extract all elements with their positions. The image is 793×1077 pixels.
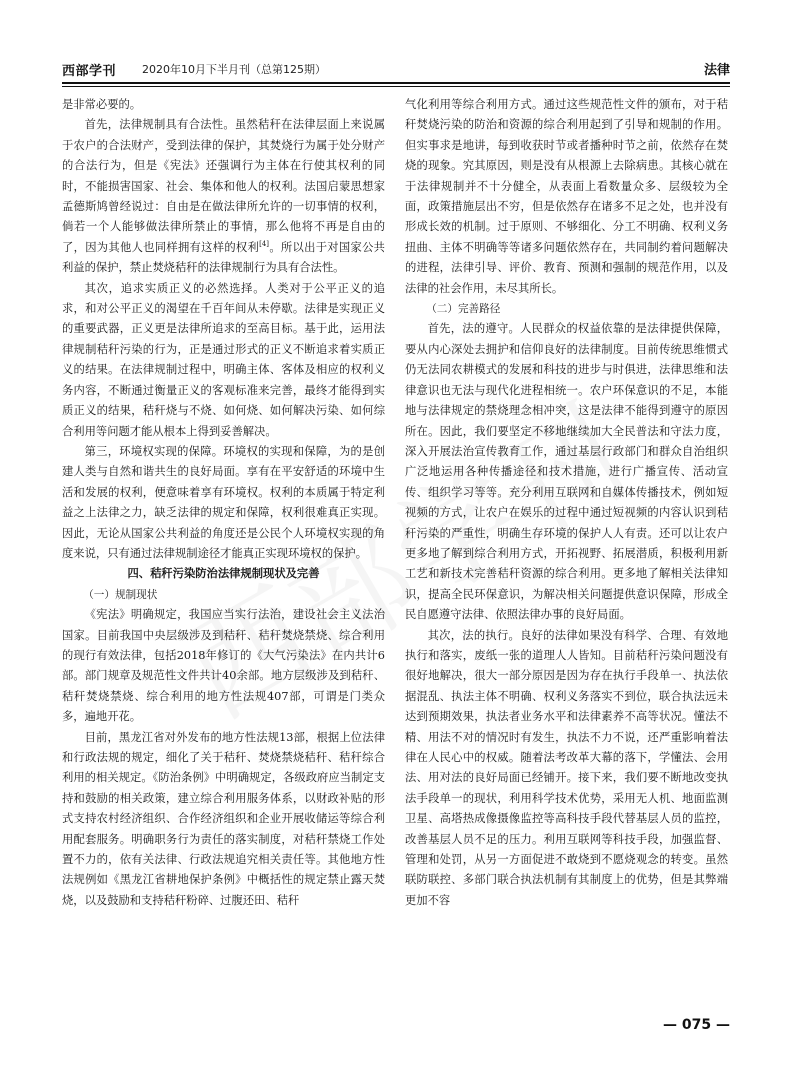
- paragraph: 气化利用等综合利用方式。通过这些规范性文件的颁布，对于秸秆焚烧污染的防治和资源的综合利用起到了引导和规制的作用。但实事求是地讲，每到收获时节或者播种时节之前，依然存在焚烧的现象。究其原因，则是没有从根源上去除病患。其核心就在于法律规制并不十分健全，从表面上看数量众多、层级较为全面，政策措施层出不穷，但是依然存在诸多不足之处，也并没有形成长效的机制。过于原则、不够细化、分工不明确、权利义务扭曲、主体不明确等等诸多问题依然存在，共同制约着问题解决的进程，法律引导、评价、教育、预测和强制的规范作用，以及法律的社会作用，未尽其所长。: [405, 98, 728, 295]
- paragraph: 是非常必要的。: [62, 98, 142, 111]
- citation: [4]: [259, 240, 270, 249]
- paragraph-text: 。所以出于对国家公共利益的保护，禁止焚烧秸秆的法律规制行为具有合法性。: [62, 240, 385, 275]
- left-column: [62, 95, 385, 1000]
- right-column: [405, 95, 728, 1000]
- paragraph: [62, 115, 385, 278]
- subsection-heading: （二）完善路径: [426, 303, 501, 316]
- header-rule-thick: [62, 82, 730, 84]
- page-number: — 075 —: [663, 1017, 730, 1033]
- paragraph: 目前，黑龙江省对外发布的地方性法规13部，根据上位法律和行政法规的规定，细化了关于秸秆、焚烧禁烧秸秆、秸秆综合利用的相关规定。《防治条例》中明确规定，各级政府应当制定支持和鼓励的相关政策，建立综合利用服务体系，以财政补贴的形式支持农村经济组织、合作经济组织和企业开展收储运等综合利用配套服务。明确职务行为责任的落实制度，对秸秆禁烧工作处置不力的，依有关法律、行政法规追究相关责任等。其他地方性法规例如《黑龙江省耕地保护条例》中概括性的规定禁止露天焚烧，以及鼓励和支持秸秆粉碎、过腹还田、秸秆: [62, 730, 385, 907]
- paragraph: 第三，环境权实现的保障。环境权的实现和保障，为的是创建人类与自然和谐共生的良好局面。享有在平安舒适的环境中生活和发展的权利，便意味着享有环境权。权利的本质属于特定利益之上法律之力，缺乏法律的规定和保障，权利很难真正实现。因此，无论从国家公共利益的角度还是公民个人环境权实现的角度来说，只有通过法律规制途径才能真正实现环境权的保护。: [62, 444, 385, 560]
- paragraph: 其次，追求实质正义的必然选择。人类对于公平正义的追求，和对公平正义的渴望在千百年间从未停歇。法律是实现正义的重要武器，正义更是法律所追求的至高目标。基于此，运用法律规制秸秆污染的行为，正是通过形式的正义不断追求着实质正义的结果。在法律规制过程中，明确主体、客体及相应的权利义务内容，不断通过衡量正义的客观标准来完善，最终才能得到实质正义的结果，秸秆烧与不烧、如何烧、如何解决污染、如何综合利用等问题才能从根本上得到妥善解决。: [62, 281, 385, 438]
- paragraph: 《宪法》明确规定，我国应当实行法治，建设社会主义法治国家。目前我国中央层级涉及到秸秆、秸秆焚烧禁烧、综合利用的现行有效法律，包括2018年修订的《大气污染法》在内共计6部。部门规章及规范性文件共计40余部。地方层级涉及到秸秆、秸秆焚烧禁烧、综合利用的地方性法规407部，可谓是门类众多，遍地开花。: [62, 608, 385, 724]
- section-heading: 四、秸秆污染防治法律规制现状及完善: [127, 567, 320, 581]
- subsection-heading: （一）规制现状: [83, 588, 158, 601]
- section-name: 法律: [703, 63, 730, 78]
- paragraph-text: 首先，法律规制具有合法性。虽然秸秆在法律层面上来说属于农户的合法财产，受到法律的保护，其焚烧行为属于处分财产的合法行为，但是《宪法》还强调行为主体在行使其权利的同时，不能损害国家、社会、集体和他人的权利。法国启蒙思想家孟德斯鸠曾经说过：自由是在做法律所允许的一切事情的权利，倘若一个人能够做法律所禁止的事情，那么他将不再是自由的了，因为其他人也同样拥有这样的权利: [62, 118, 385, 254]
- header-rule-thin: [62, 86, 730, 87]
- paragraph: 首先，法的遵守。人民群众的权益依靠的是法律提供保障，要从内心深处去拥护和信仰良好的法律制度。目前传统思维惯式仍无法同农耕模式的发展和科技的进步与时俱进，法律思维和法律意识也无法与现代化进程相统一。农户环保意识的不足，本能地与法律规定的禁烧理念相冲突，这是法律不能得到遵守的原因所在。因此，我们要坚定不移地继续加大全民普法和守法力度，深入开展法治宣传教育工作，通过基层行政部门和群众自治组织广泛地运用各种传播途径和技术措施，进行广播宣传、活动宣传、组织学习等等。充分利用互联网和自媒体传播技术，例如短视频的方式，让农户在娱乐的过程中通过短视频的内容认识到秸秆污染的严重性，明确生存环境的保护人人有责。还可以让农户更多地了解到综合利用方式，开拓视野、拓展潜质，积极利用新工艺和新技术完善秸秆资源的综合利用。更多地了解相关法律知识，提高全民环保意识，为解决相关问题提供意识保障，形成全民自愿遵守法律、依照法律办事的良好局面。: [405, 322, 728, 622]
- journal-logo: 西部学刊: [62, 64, 117, 79]
- issue-info: 2020年10月下半月刊（总第125期）: [142, 63, 326, 76]
- page-header: [62, 58, 730, 80]
- paragraph: 其次，法的执行。良好的法律如果没有科学、合理、有效地执行和落实，废纸一张的道理人人皆知。目前秸秆污染问题没有很好地解决，很大一部分原因是因为存在执行手段单一、执法依据混乱、执法主体不明确、权利义务落实不到位，联合执法远未达到预期效果，执法者业务水平和法律素养不高等状况。懂法不精、用法不对的情况时有发生，执法不力不说，还严重影响着法律在人民心中的权威。随着法考改革大幕的落下，学懂法、会用法、用对法的良好局面已经铺开。接下来，我们要不断地改变执法手段单一的现状，利用科学技术优势，采用无人机、地面监测卫星、高塔热成像摄像监控等高科技手段代替基层人员的监控，改善基层人员不足的压力。利用互联网等科技手段，加强监督、管理和处罚，从另一方面促进不敢烧到不愿烧观念的转变。虽然联防联控、多部门联合执法机制有其制度上的优势，但是其弊端更加不容: [405, 628, 728, 907]
